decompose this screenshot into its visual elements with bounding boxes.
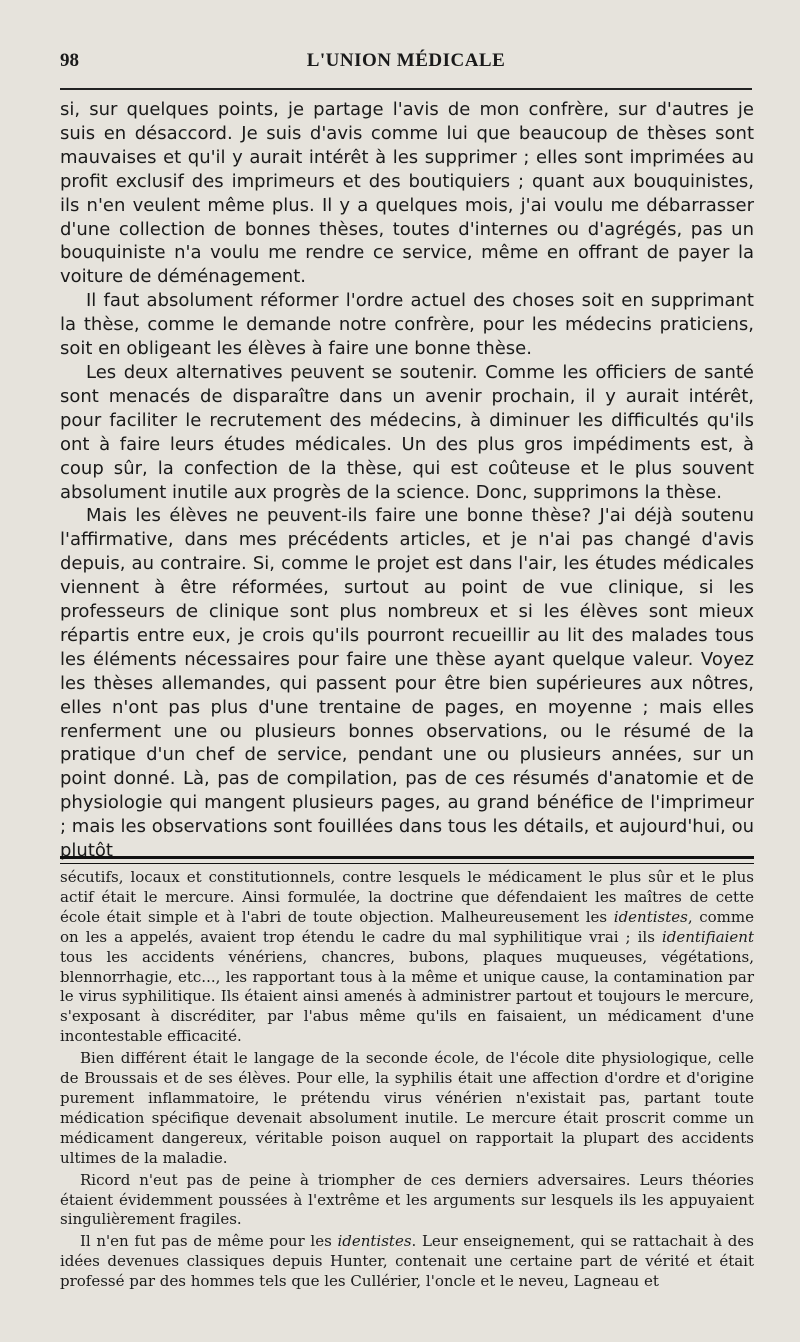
running-title: L'UNION MÉDICALE bbox=[306, 50, 506, 71]
footnote-text-run: Il n'en fut pas de même pour les bbox=[80, 1232, 338, 1251]
footnote-text-run: sécutifs, locaux et constitutionnels, contre lesquels le médicament le plus sûr et le plus actif était le mercure. Ainsi formulée, la doctrine que défendaient les maîtres de cette école était simple et à l'abri de toute objection. Malheureusement les bbox=[60, 868, 754, 926]
footnote-text-run: , comme on les a appelés, avaient trop étendu le cadre du mal syphilitique vrai ; ils bbox=[60, 907, 755, 946]
footnote-text-run: . Leur enseignement, qui se rattachait à des idées devenues classiques depuis Hunter, contenait une certaine part de vérité et était professé par des hommes tels que les Cullérier, l'oncle et le neveu, Lagneau et bbox=[60, 1232, 754, 1291]
footnote-paragraph bbox=[60, 868, 754, 1047]
page-number: 98 bbox=[60, 50, 79, 71]
body-paragraph: Il faut absolument réformer l'ordre actuel des choses soit en supprimant la thèse, comme le demande notre confrère, pour les médecins praticiens, soit en obligeant les élèves à faire une bonne thèse. bbox=[60, 290, 754, 360]
page-header bbox=[60, 50, 752, 82]
footnote-italic-term: identifiaient bbox=[661, 927, 754, 946]
footnote-paragraph bbox=[60, 1232, 754, 1292]
header-rule bbox=[60, 88, 752, 90]
body-paragraph: Mais les élèves ne peuvent-ils faire une bonne thèse? J'ai déjà soutenu l'affirmative, dans mes précédents articles, et je n'ai pas changé d'avis depuis, au contraire. Si, comme le projet est dans l'air, les études médicales viennent à être réformées, surtout au point de vue clinique, si les professeurs de clinique sont plus nombreux et si les élèves sont mieux répartis entre eux, je crois qu'ils pourront recueillir au lit des malades tous les éléments nécessaires pour faire une thèse ayant quelque valeur. Voyez les thèses allemandes, qui passent pour être bien supérieures aux nôtres, elles n'ont pas plus d'une trentaine de pages, en moyenne ; mais elles renferment une ou plusieurs bonnes observations, ou le résumé de la pratique d'un chef de service, pendant une ou plusieurs années, sur un point donné. Là, pas de compilation, pas de ces résumés d'anatomie et de physiologie qui mangent plusieurs pages, au grand bénéfice de l'imprimeur ; mais les observations sont fouillées dans tous les détails, et aujourd'hui, ou plutôt bbox=[60, 505, 754, 862]
footnote-paragraph: Ricord n'eut pas de peine à triompher de ces derniers adversaires. Leurs théories étaient évidemment poussées à l'extrême et les arguments sur lesquels ils les appuyaient singulièrement fragiles. bbox=[60, 1170, 754, 1229]
footnote-italic-term: identistes bbox=[613, 907, 688, 926]
footnote-italic-term: identistes bbox=[337, 1232, 412, 1251]
footnote-text bbox=[60, 868, 754, 1294]
footnote-rule bbox=[60, 856, 754, 864]
main-body-text bbox=[60, 98, 754, 863]
body-paragraph: si, sur quelques points, je partage l'avis de mon confrère, sur d'autres je suis en désaccord. Je suis d'avis comme lui que beaucoup de thèses sont mauvaises et qu'il y aurait intérêt à les supprimer ; elles sont imprimées au profit exclusif des imprimeurs et des boutiquiers ; quant aux bouquinistes, ils n'en veulent même plus. Il y a quelques mois, j'ai voulu me débarrasser d'une collection de bonnes thèses, toutes d'internes ou d'agrégés, pas un bouquiniste n'a voulu me rendre ce service, même en offrant de payer la voiture de déménagement. bbox=[60, 99, 754, 288]
body-paragraph: Les deux alternatives peuvent se soutenir. Comme les officiers de santé sont menacés de disparaître dans un avenir prochain, il y aurait intérêt, pour faciliter le recrutement des médecins, à diminuer les difficultés qu'ils ont à faire leurs études médicales. Un des plus gros impédiments est, à coup sûr, la confection de la thèse, qui est coûteuse et le plus souvent absolument inutile aux progrès de la science. Donc, supprimons la thèse. bbox=[60, 361, 754, 503]
footnote-paragraph: Bien différent était le langage de la seconde école, de l'école dite physiologique, celle de Broussais et de ses élèves. Pour elle, la syphilis était une affection d'ordre et d'origine purement inflammatoire, le prétendu virus vénérien n'existait pas, partant toute médication spécifique devenait absolument inutile. Le mercure était proscrit comme un médicament dangereux, véritable poison auquel on rapportait la plupart des accidents ultimes de la maladie. bbox=[60, 1049, 754, 1167]
footnote-text-run: tous les accidents vénériens, chancres, bubons, plaques muqueuses, végétations, blennorrhagie, etc..., les rapportant tous à la même et unique cause, la contamination par le virus syphilitique. Ils étaient ainsi amenés à administrer partout et toujours le mercure, s'exposant à discréditer, par l'abus même qu'ils en faisaient, un médicament d'une incontestable efficacité. bbox=[60, 947, 754, 1046]
